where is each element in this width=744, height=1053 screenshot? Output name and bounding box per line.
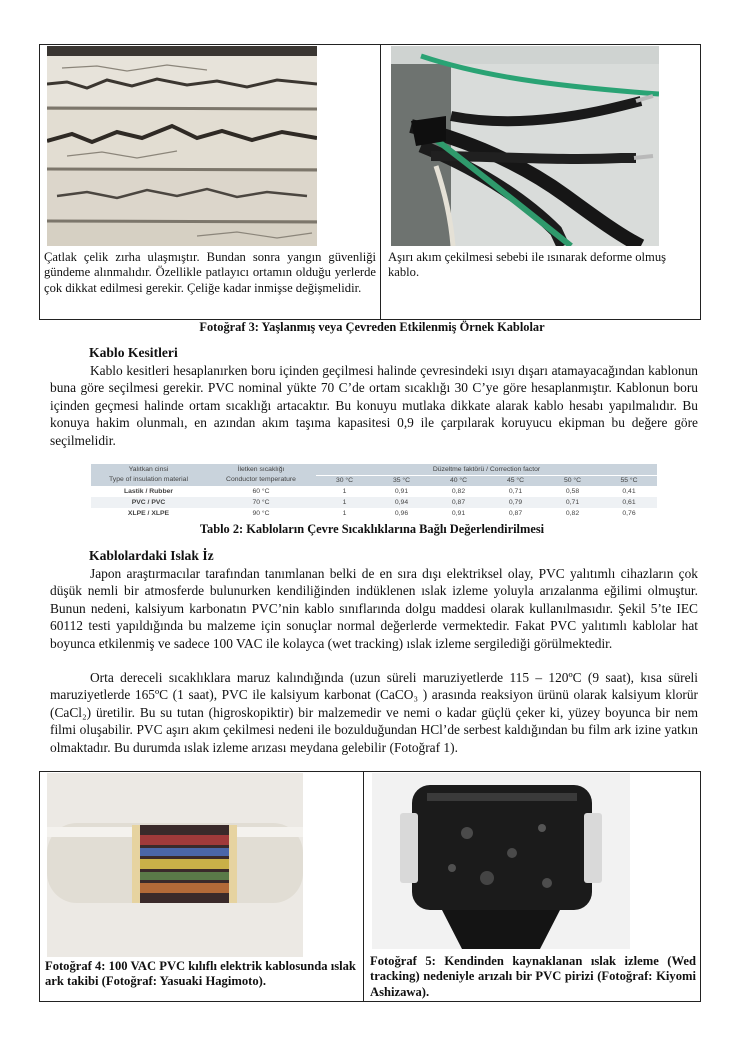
factor-cell: 0,91 (451, 510, 466, 517)
cracked-cable-caption: Çatlak çelik zırha ulaşmıştır. Bundan sonra yangın güvenliği gündeme alınmalıdır. Özellikle patlayıcı ortamın olduğu yerlerde çok dikkat edilmesi gerekir. Çeliğe kadar inmişse değişmelidir. (44, 250, 376, 295)
factor-cell: 0,71 (508, 488, 523, 495)
deformed-cable-caption: Aşırı akım çekilmesi sebebi ile ısınarak deforme olmuş kablo. (388, 250, 667, 280)
factor-cell: 0,91 (394, 488, 409, 495)
factor-header: Düzeltme faktörü / Correction factor (432, 466, 541, 473)
section2-paragraph1: Japon araştırmacılar tarafından tanımlanan belki de en sıra dışı elektriksel olay, PVC yalıtımlı cihazların çok düşük nemli bir atmosferde bulunurken kendiliğinden indüklenen ıslak izleme yoluyla arızalanma eğilimi olmuştur. Bunun nedeni, kalsiyum karbonatın PVC’nin kablo sınıflarında dolgu maddesi olarak kullanılmasıdır. Şekil 5’te IEC 60112 testi yapıldığında bu malzeme için sonuçlar normal değerlerde vermektedir. Fakat PVC yalıtımlı kablolar hat boyunca etkilenmiş ve sadece 100 VAC ile kolayca (wet tracking) ıslak izleme sergilediği görülmektedir. (50, 566, 698, 651)
col2-subheader: Conductor temperature (226, 476, 296, 483)
temp-55: 55 °C (620, 477, 638, 484)
temp-35: 35 °C (392, 477, 411, 484)
factor-cell: 0,87 (451, 499, 466, 506)
temp-50: 50 °C (563, 477, 582, 484)
cracked-cable-photo (47, 46, 317, 246)
table-row (91, 486, 657, 497)
factor-cell: 1 (342, 510, 347, 517)
factor-cell: 0,82 (451, 488, 466, 495)
figure3-caption: Fotoğraf 3: Yaşlanmış veya Çevreden Etkilenmiş Örnek Kablolar (199, 320, 545, 334)
bottom-table-divider (363, 771, 364, 1002)
factor-cell: 1 (342, 488, 347, 495)
factor-cell: 0,71 (565, 499, 580, 506)
photo5-defective-plug (372, 773, 630, 949)
section-heading-kablolardaki-islak-iz: Kablolardaki Islak İz (89, 548, 214, 563)
factor-cell: 0,96 (394, 510, 409, 517)
col2-header: İletken sıcaklığı (237, 466, 285, 473)
header-divider (316, 475, 657, 476)
deformed-cable-photo (391, 46, 659, 246)
photo5-caption: Fotoğraf 5: Kendinden kaynaklanan ıslak izleme (Wed tracking) nedeniyle arızalı bir PVC pirizi (Fotoğraf: Kiyomi Ashizawa). (370, 954, 696, 999)
factor-cell: 0,87 (508, 510, 523, 517)
temp-30: 30 °C (335, 477, 354, 484)
correction-factor-table (91, 464, 657, 519)
col1-subheader: Type of insulation material (109, 476, 188, 483)
section-heading-kablo-kesitleri: Kablo Kesitleri (89, 345, 178, 360)
table2-caption: Tablo 2: Kabloların Çevre Sıcaklıklarına Bağlı Değerlendirilmesi (199, 522, 545, 536)
temp-45: 45 °C (506, 477, 525, 484)
photo4-caption: Fotoğraf 4: 100 VAC PVC kılıflı elektrik kablosunda ıslak ark takibi (Fotoğraf: Yasuaki Hagimoto). (45, 959, 356, 989)
temp-40: 40 °C (449, 477, 468, 484)
factor-cell: 1 (342, 499, 347, 506)
material-cell: PVC / PVC (131, 499, 166, 506)
factor-cell: 0,76 (622, 510, 636, 517)
col1-header: Yalıtkan cinsi (128, 466, 169, 473)
table-row (91, 508, 657, 519)
factor-cell: 0,94 (394, 499, 409, 506)
table-row (91, 497, 657, 508)
factor-cell: 0,82 (565, 510, 580, 517)
material-cell: Lastik / Rubber (123, 488, 174, 495)
top-table-divider (380, 44, 381, 320)
factor-cell: 0,41 (622, 488, 636, 495)
photo4-wet-arc-cable (47, 773, 303, 957)
factor-cell: 0,79 (508, 499, 523, 506)
conductor-temp-cell: 70 °C (252, 499, 270, 506)
factor-cell: 0,61 (622, 499, 636, 506)
conductor-temp-cell: 90 °C (252, 510, 270, 517)
material-cell: XLPE / XLPE (127, 510, 170, 517)
section1-paragraph: Kablo kesitleri hesaplanırken boru içinden geçilmesi halinde çevresindeki ısıyı dışarı atamayacağından kablonun buna göre seçilmesi gerekir. PVC nominal yükte 70 C’de ortam sıcaklığı 30 C’ye göre hesaplanmıştır. Kablonun boru içinden geçmesi halinde ortam sıcaklığı artacaktır. Bu konuyu mutlaka dikkate alarak kablo hesabı yapılmalıdır. Bu konuya hakim olunmalı, en azından akım taşıma kapasitesi 0,9 ile çarpılarak koruyucu ekipman bu değere göre seçilmelidir. (50, 363, 698, 448)
conductor-temp-cell: 60 °C (252, 488, 270, 495)
section2-paragraph2: Orta dereceli sıcaklıklara maruz kalındığında (uzun süreli maruziyetlerde 115 – 120ºC (9 saat), kısa süreli maruziyetlerde 165ºC (1 saat), PVC ile kalsiyum karbonat (CaCO₃ ) arasında reaksiyon ürünü olarak kalsiyum klorür (CaCl₂) üretilir. Bu su tutan (higroskopiktir) bir malzemedir ve nemi o kadar güçlü çeker ki, yüzey boyunca bir nem filmi oluşabilir. PVC aşırı akım çekilmesi nedeni ile bozulduğundan HCl’de serbest kaldığından bu film ark izine yatkın olmaktadır. Bu durumda ıslak izleme arızası meydana gelebilir (Fotoğraf 1). (50, 670, 698, 755)
factor-cell: 0,58 (565, 488, 580, 495)
